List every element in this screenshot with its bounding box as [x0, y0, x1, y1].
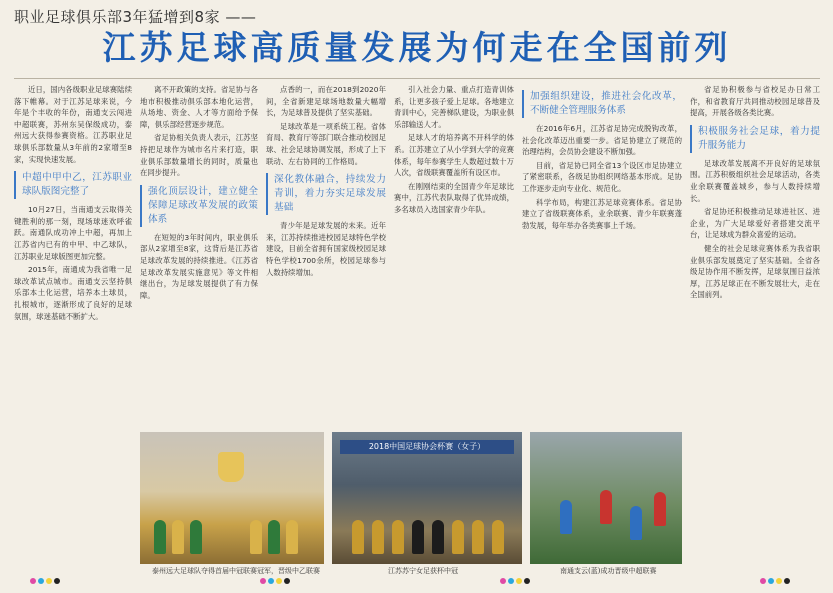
color-mark: [760, 578, 766, 584]
print-color-marks: [260, 578, 290, 584]
paragraph: 足球人才的培养离不开科学的体系。江苏建立了从小学到大学的竞赛体系，每年参赛学生人数超过数十万人次，省级联赛覆盖所有设区市。: [394, 133, 514, 178]
column-6: [690, 84, 820, 584]
photo-banner: 2018中国足球协会杯赛（女子）: [340, 440, 514, 454]
paragraph: 10月27日，当南通支云取得关键胜利的那一刻，现场球迷欢呼雀跃。南通队成功冲上中超，再加上江苏省内已有的中甲、中乙球队，江苏职业足球版图更加完整。: [14, 205, 132, 261]
color-mark: [30, 578, 36, 584]
color-mark: [500, 578, 506, 584]
player-figure: [286, 520, 298, 554]
photo-womens-cup-ceremony: [332, 432, 522, 564]
player-figure: [432, 520, 444, 554]
color-mark: [508, 578, 514, 584]
color-mark: [268, 578, 274, 584]
color-mark: [776, 578, 782, 584]
player-figure: [392, 520, 404, 554]
paragraph: 引入社会力量、重点打造青训体系，让更多孩子爱上足球。各地建立青训中心，完善梯队建设，为职业俱乐部输送人才。: [394, 85, 514, 129]
player-figure: [352, 520, 364, 554]
paragraph: 目前，省足协已同全省13个设区市足协建立了紧密联系，各级足协组织网络基本形成。足协工作逐步走向专业化、规范化。: [522, 160, 682, 193]
color-mark: [38, 578, 44, 584]
player-figure: [154, 520, 166, 554]
paragraph: 省足协相关负责人表示，江苏坚持把足球作为城市名片来打造，职业俱乐部数量增长的同时，质量也在同步提升。: [140, 133, 258, 178]
color-mark: [784, 578, 790, 584]
player-figure: [452, 520, 464, 554]
football-trophy-icon: [218, 452, 244, 482]
paragraph: 青少年是足球发展的未来。近年来，江苏持续推进校园足球特色学校建设，目前全省拥有国家级校园足球特色学校1700余所，校园足球参与人数持续增加。: [266, 221, 386, 277]
column-1: [14, 84, 132, 584]
paragraph: 足球改革发展离不开良好的足球氛围。江苏积极组织社会足球活动，各类业余联赛覆盖城乡，参与人数持续增长。: [690, 158, 820, 203]
column-5: [522, 84, 682, 424]
column-3: [266, 84, 386, 424]
color-mark: [46, 578, 52, 584]
color-mark: [524, 578, 530, 584]
photo-caption: 江苏苏宁女足获杯中冠: [388, 567, 458, 575]
color-mark: [516, 578, 522, 584]
player-figure: [560, 500, 572, 534]
photo-trophy-celebration: [140, 432, 324, 564]
paragraph: 健全的社会足球竞赛体系为我省职业俱乐部发展奠定了坚实基础。全省各级足协作用不断发挥，足球氛围日益浓厚，江苏足球正在不断发展壮大，走在全国前列。: [690, 243, 820, 300]
column-2: [140, 84, 258, 424]
player-figure: [250, 520, 262, 554]
paragraph: 点香的一，而在2018到2020年间，全省新建足球场地数量大幅增长，为足球普及提供了坚实基础。: [266, 85, 386, 118]
color-mark: [260, 578, 266, 584]
player-figure: [472, 520, 484, 554]
player-figure: [600, 490, 612, 524]
photo-match-action: [530, 432, 682, 564]
print-color-marks: [30, 578, 60, 584]
color-mark: [768, 578, 774, 584]
paragraph: 省足协积极参与省校足办日常工作，和省教育厅共同推动校园足球普及提高，开展各级各类比赛。: [690, 85, 820, 118]
color-mark: [276, 578, 282, 584]
headline: 江苏足球高质量发展为何走在全国前列: [102, 28, 732, 67]
paragraph: 离不开政策的支持。省足协与各地市积极推动俱乐部本地化运营，从场地、资金、人才等方面给予保障，俱乐部经营逐步规范。: [140, 85, 258, 129]
subheading: 加强组织建设，推进社会化改革，不断健全管理服务体系: [522, 90, 682, 118]
player-figure: [654, 492, 666, 526]
player-figure: [630, 506, 642, 540]
color-mark: [54, 578, 60, 584]
subheading: 中超中甲中乙，江苏职业球队版图完整了: [14, 171, 132, 199]
photo-caption: 南通支云(蓝)成功晋级中超联赛: [560, 567, 657, 575]
divider: [14, 78, 820, 79]
player-figure: [412, 520, 424, 554]
paragraph: 2015年，南通成为我省唯一足球改革试点城市。南通支云坚持俱乐部本土化运营，培养本土球员，扎根城市，逐渐形成了良好的足球氛围，球迷基础不断扩大。: [14, 265, 132, 321]
paragraph: 近日，国内各级职业足球赛陆续落下帷幕。对于江苏足球来说，今年是个丰收的年份，南通支云闯进中超联赛，苏州东吴保级成功，泰州远大获得参赛资格。江苏职业足球俱乐部数量从3年前的2家增至8家，实现快速发展。: [14, 85, 132, 164]
subheading: 强化顶层设计，建立健全保障足球改革发展的政策体系: [140, 185, 258, 227]
print-color-marks: [760, 578, 790, 584]
kicker-line: 职业足球俱乐部3年猛增到8家 ——: [14, 8, 257, 26]
player-figure: [172, 520, 184, 554]
paragraph: 在短短的3年时间内，职业俱乐部从2家增至8家，这背后是江苏省足球改革发展的持续推进。《江苏省足球改革发展实施意见》等文件相继出台，为足球发展提供了有力保障。: [140, 232, 258, 300]
paragraph: 足球改革是一项系统工程。省体育局、教育厅等部门联合推动校园足球、社会足球协调发展，形成了上下联动、左右协同的工作格局。: [266, 121, 386, 166]
paragraph: 省足协还积极推动足球进社区、进企业，为广大足球爱好者搭建交流平台，让足球成为群众喜爱的运动。: [690, 207, 820, 240]
column-4: [394, 84, 514, 424]
paragraph: 科学布局，构建江苏足球竞赛体系。省足协建立了省级联赛体系，业余联赛、青少年联赛蓬勃发展，每年举办各类赛事上千场。: [522, 197, 682, 230]
paragraph: 在刚刚结束的全国青少年足球比赛中，江苏代表队取得了优异成绩，多名球员入选国家青少年队。: [394, 181, 514, 214]
color-mark: [284, 578, 290, 584]
subheading: 积极服务社会足球，着力提升服务能力: [690, 125, 820, 153]
player-figure: [268, 520, 280, 554]
paragraph: 在2016年6月，江苏省足协完成脱钩改革，社会化改革迈出重要一步。省足协建立了规范的治理结构，会员协会建设不断加强。: [522, 124, 682, 157]
player-figure: [190, 520, 202, 554]
photo-caption: 泰州远大足球队夺得首届中冠联赛冠军，晋级中乙联赛: [152, 567, 320, 575]
subheading: 深化教体融合，持续发力青训，着力夯实足球发展基础: [266, 173, 386, 215]
player-figure: [372, 520, 384, 554]
player-figure: [492, 520, 504, 554]
print-color-marks: [500, 578, 530, 584]
